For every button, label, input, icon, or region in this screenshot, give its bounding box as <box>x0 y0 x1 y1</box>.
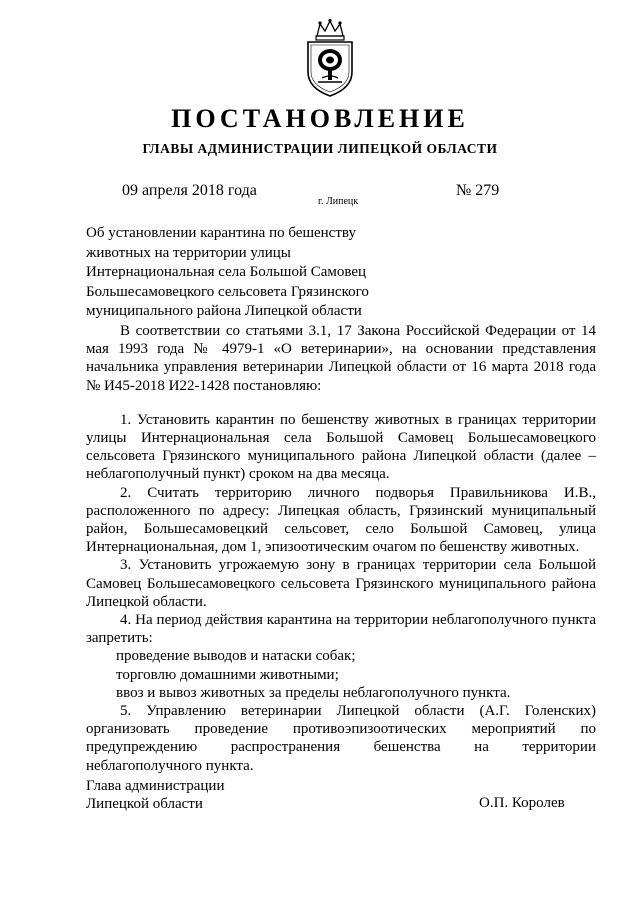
document-date: 09 апреля 2018 года <box>122 182 257 199</box>
subject-line: животных на территории улицы <box>86 244 291 261</box>
signature-position <box>86 777 224 813</box>
document-title: ПОСТАНОВЛЕНИЕ <box>171 104 469 133</box>
signature-name: О.П. Королев <box>479 795 565 811</box>
subject-line: муниципального района Липецкой области <box>86 303 362 319</box>
prohibition-item: торговлю домашними животными; <box>116 666 339 683</box>
signature-position-line: Липецкой области <box>86 796 203 812</box>
coat-of-arms-icon <box>300 18 360 98</box>
document-subject <box>86 224 386 322</box>
document-subtitle: ГЛАВЫ АДМИНИСТРАЦИИ ЛИПЕЦКОЙ ОБЛАСТИ <box>142 141 498 156</box>
subject-line: Об установлении карантина по бешенству <box>86 225 356 241</box>
paragraph-5: 5. Управлению ветеринарии Липецкой области (А.Г. Голенских) организовать проведение противоэпизоотических мероприятий по предупреждению распространения бешенства на территории неблагополучного пункта. <box>86 703 596 774</box>
document-place: г. Липецк <box>318 196 359 207</box>
prohibition-item: ввоз и вывоз животных за пределы неблагополучного пункта. <box>116 684 511 701</box>
paragraph-4: 4. На период действия карантина на территории неблагополучного пункта запретить: <box>86 612 596 647</box>
document-number: № 279 <box>456 182 500 199</box>
subject-line: Интернациональная села Большой Самовец <box>86 264 367 280</box>
paragraph-1: 1. Установить карантин по бешенству животных в границах территории улицы Интернациональная села Большой Самовец Большесамовецкого сельсовета Грязинского муниципального района Липецкой области (далее – неблагополучный пункт) сроком на два месяца. <box>86 411 596 483</box>
preamble-paragraph: В соответствии со статьями 3.1, 17 Закона Российской Федерации от 14 мая 1993 года № 4979-1 «О ветеринарии», на основании представления начальника управления ветеринарии Липецкой области от 16 марта 2018 года № И45-2018 И22-1428 постановляю: <box>86 323 596 394</box>
subject-line: Большесамовецкого сельсовета Грязинского <box>86 283 369 300</box>
paragraph-2: 2. Считать территорию личного подворья Правильникова И.В., расположенного по адресу: Липецкая область, Грязинский муниципальный район, Большесамовецкий сельсовет, село Большой Самовец, улица Интернациональная, дом 1, эпизоотическим очагом по бешенству животных. <box>86 484 596 556</box>
prohibition-item: проведение выводов и натаски собак; <box>116 648 356 665</box>
signature-position-line: Глава администрации <box>86 778 225 794</box>
paragraph-3: 3. Установить угрожаемую зону в границах территории села Большой Самовец Большесамовецкого сельсовета Грязинского муниципального района Липецкой области. <box>86 557 596 610</box>
document-body <box>86 322 596 775</box>
